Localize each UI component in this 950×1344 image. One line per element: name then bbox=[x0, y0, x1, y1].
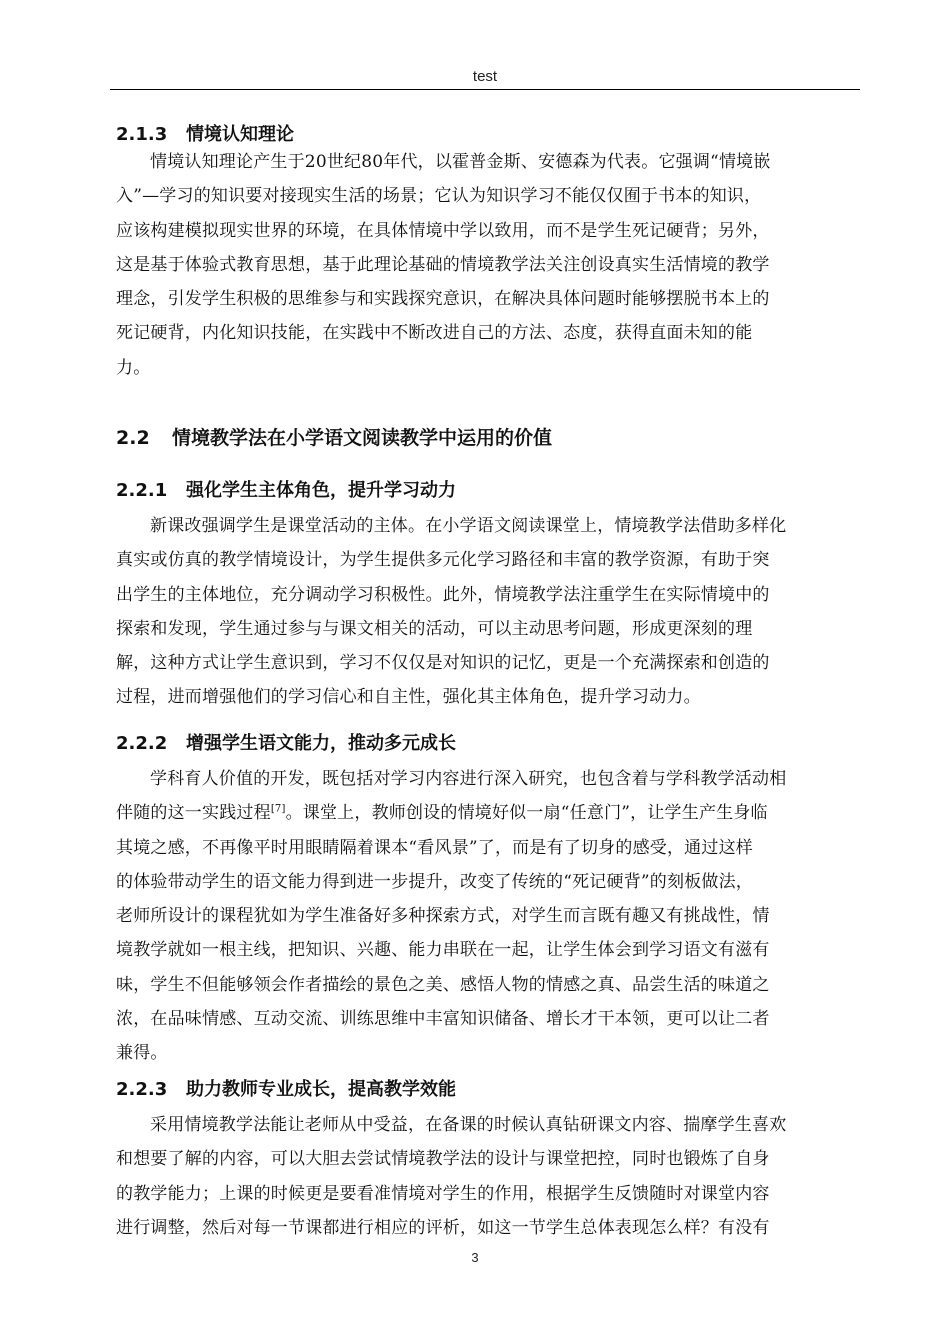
text-line: 出学生的主体地位，充分调动学习积极性。此外，情境教学法注重学生在实际情境中的 bbox=[116, 584, 770, 605]
text-run: 伴随的这一实践过程 bbox=[116, 803, 271, 824]
text-line: 探索和发现，学生通过参与与课文相关的活动，可以主动思考问题，形成更深刻的理 bbox=[116, 618, 753, 639]
text-line: 新课改强调学生是课堂活动的主体。在小学语文阅读课堂上，情境教学法借助多样化 bbox=[150, 516, 787, 536]
text-line: 采用情境教学法能让老师从中受益，在备课的时候认真钻研课文内容、揣摩学生喜欢 bbox=[150, 1115, 787, 1135]
section-number: 2.2 bbox=[116, 427, 150, 449]
paragraph-2-2-1 bbox=[116, 509, 861, 715]
text-line bbox=[116, 796, 861, 830]
text-line: 味，学生不但能够领会作者描绘的景色之美、感悟人物的情感之真、品尝生活的味道之 bbox=[116, 974, 770, 995]
section-title: 助力教师专业成长，提高教学效能 bbox=[186, 1079, 456, 1100]
text-line: 过程，进而增强他们的学习信心和自主性，强化其主体角色，提升学习动力。 bbox=[116, 687, 701, 708]
section-heading-2-2-1 bbox=[116, 476, 456, 502]
paragraph-2-1-3 bbox=[116, 145, 861, 385]
section-title: 增强学生语文能力，推动多元成长 bbox=[186, 733, 456, 754]
section-number: 2.2.3 bbox=[116, 1079, 168, 1100]
text-line: 力。 bbox=[116, 357, 151, 378]
text-line: 和想要了解的内容，可以大胆去尝试情境教学法的设计与课堂把控，同时也锻炼了自身 bbox=[116, 1149, 770, 1170]
text-line: 真实或仿真的教学情境设计，为学生提供多元化学习路径和丰富的教学资源，有助于突 bbox=[116, 550, 770, 571]
citation-marker: [7] bbox=[270, 803, 286, 815]
text-line: 学科育人价值的开发，既包括对学习内容进行深入研究，也包含着与学科教学活动相 bbox=[150, 769, 787, 789]
text-line: 死记硬背，内化知识技能，在实践中不断改进自己的方法、态度，获得直面未知的能 bbox=[116, 323, 753, 344]
text-line: 解，这种方式让学生意识到，学习不仅仅是对知识的记忆，更是一个充满探索和创造的 bbox=[116, 653, 770, 674]
text-line: 入”—学习的知识要对接现实生活的场景；它认为知识学习不能仅仅囿于书本的知识， bbox=[116, 186, 762, 207]
text-line: 老师所设计的课程犹如为学生准备好多种探索方式，对学生而言既有趣又有挑战性，情 bbox=[116, 906, 770, 927]
page-header: test bbox=[472, 68, 498, 85]
section-number: 2.1.3 bbox=[116, 124, 168, 145]
text-line: 境教学就如一根主线，把知识、兴趣、能力串联在一起，让学生体会到学习语文有滋有 bbox=[116, 940, 770, 961]
section-title: 强化学生主体角色，提升学习动力 bbox=[186, 480, 456, 501]
section-heading-2-2-3 bbox=[116, 1075, 456, 1101]
paragraph-2-2-2 bbox=[116, 762, 861, 1071]
header-rule bbox=[110, 89, 860, 90]
section-heading-2-2-2 bbox=[116, 729, 456, 755]
text-line: 进行调整，然后对每一节课都进行相应的评析，如这一节学生总体表现怎么样？有没有 bbox=[116, 1217, 770, 1238]
paragraph-2-2-3 bbox=[116, 1108, 861, 1245]
section-heading-2-1-3 bbox=[116, 120, 294, 146]
text-line: 应该构建模拟现实世界的环境，在具体情境中学以致用，而不是学生死记硬背；另外， bbox=[116, 220, 770, 241]
page-number: 3 bbox=[471, 1250, 479, 1265]
text-run: 。课堂上，教师创设的情境好似一扇“任意门”，让学生产生身临 bbox=[285, 803, 768, 824]
text-line: 其境之感，不再像平时用眼睛隔着课本“看风景”了，而是有了切身的感受，通过这样 bbox=[116, 837, 753, 858]
text-line: 情境认知理论产生于20世纪80年代，以霍普金斯、安德森为代表。它强调“情境嵌 bbox=[150, 152, 771, 172]
section-heading-2-2 bbox=[116, 423, 552, 450]
text-line: 浓，在品味情感、互动交流、训练思维中丰富知识储备、增长才干本领，更可以让二者 bbox=[116, 1009, 770, 1030]
text-line: 理念，引发学生积极的思维参与和实践探究意识，在解决具体问题时能够摆脱书本上的 bbox=[116, 289, 770, 310]
text-line: 兼得。 bbox=[116, 1043, 168, 1064]
text-line: 的体验带动学生的语文能力得到进一步提升，改变了传统的“死记硬背”的刻板做法， bbox=[116, 871, 753, 892]
section-number: 2.2.1 bbox=[116, 480, 168, 501]
section-title: 情境认知理论 bbox=[186, 124, 294, 145]
section-number: 2.2.2 bbox=[116, 733, 168, 754]
text-line: 的教学能力；上课的时候更是要看准情境对学生的作用，根据学生反馈随时对课堂内容 bbox=[116, 1183, 770, 1204]
section-title: 情境教学法在小学语文阅读教学中运用的价值 bbox=[172, 427, 553, 449]
text-line: 这是基于体验式教育思想，基于此理论基础的情境教学法关注创设真实生活情境的教学 bbox=[116, 254, 770, 275]
